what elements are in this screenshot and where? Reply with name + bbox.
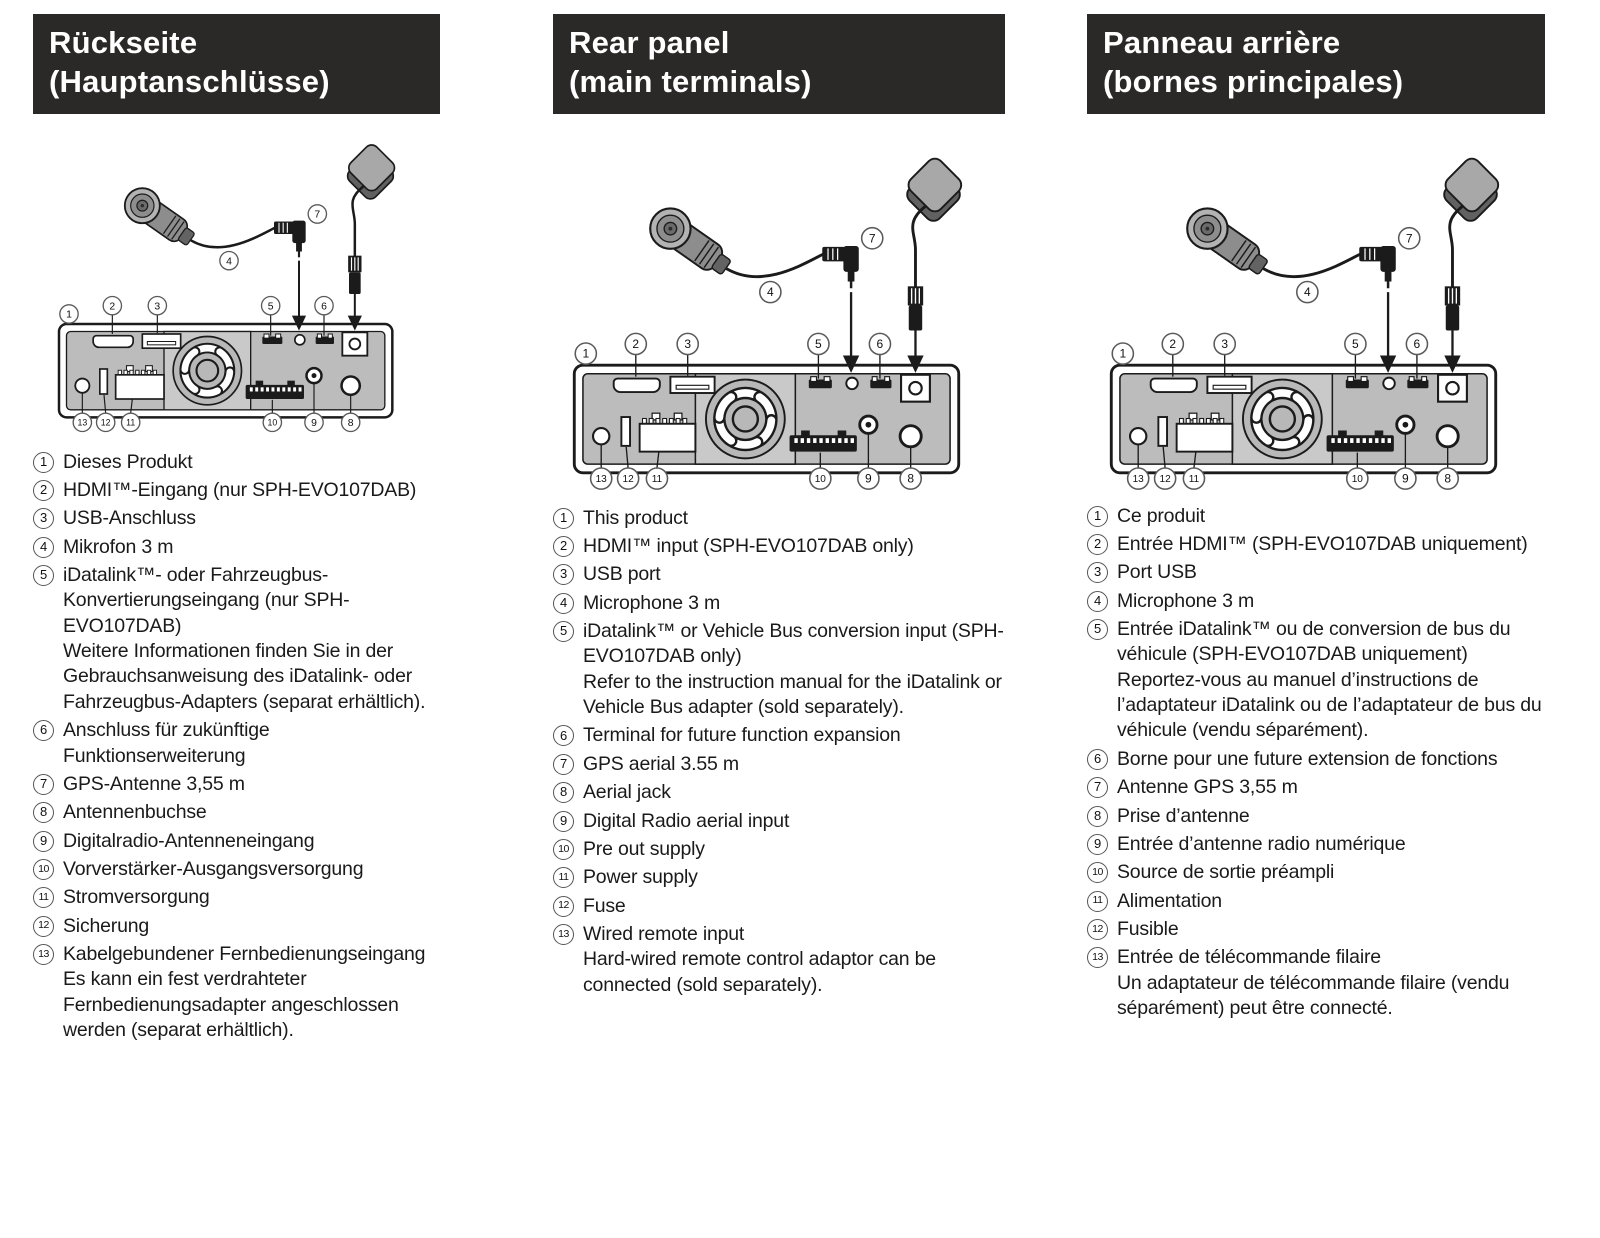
item-text: Entrée de télécommande filaire [1117, 946, 1381, 969]
item-number-badge: 8 [553, 782, 574, 803]
list-item [553, 723, 1005, 748]
rear-panel-diagram-english [553, 146, 1005, 492]
item-number-badge: 13 [1087, 947, 1108, 968]
list-item [553, 534, 1005, 559]
list-item [553, 506, 1005, 531]
item-text: Vorverstärker-Ausgangsversorgung [63, 857, 364, 880]
list-item [1087, 617, 1545, 744]
item-number-badge: 2 [553, 536, 574, 557]
list-item [553, 780, 1005, 805]
item-text: Entrée iDatalink™ ou de conversion de bus du véhicule (SPH-EVO107DAB uniquement) [1117, 618, 1511, 666]
item-text: Dieses Produkt [63, 450, 193, 473]
list-item [1087, 775, 1545, 800]
rear-panel-diagram-german [33, 134, 440, 434]
item-number-badge: 7 [33, 774, 54, 795]
item-text: This product [583, 506, 688, 529]
item-text: Entrée d’antenne radio numérique [1117, 832, 1406, 855]
item-number-badge: 6 [33, 720, 54, 741]
item-number-badge: 13 [33, 944, 54, 965]
list-item [553, 562, 1005, 587]
item-text: Wired remote input [583, 922, 745, 945]
item-text: Source de sortie préampli [1117, 861, 1335, 884]
item-text: Prise d’antenne [1117, 804, 1250, 827]
item-number-badge: 11 [553, 867, 574, 888]
item-number-badge: 4 [33, 537, 54, 558]
item-number-badge: 4 [1087, 591, 1108, 612]
terminal-list-french [1087, 504, 1545, 1022]
rear-panel-diagram-french [1087, 146, 1545, 492]
column-german [33, 14, 440, 1046]
item-number-badge: 12 [553, 896, 574, 917]
item-number-badge: 3 [33, 508, 54, 529]
list-item [33, 857, 440, 882]
item-text: Digitalradio-Antenneneingang [63, 829, 315, 852]
item-text: Pre out supply [583, 837, 705, 860]
item-text: USB-Anschluss [63, 507, 196, 530]
list-item [1087, 747, 1545, 772]
item-note: Hard-wired remote control adaptor can be connected (sold separately). [583, 948, 936, 996]
list-item [33, 772, 440, 797]
item-text: Digital Radio aerial input [583, 809, 790, 832]
list-item [553, 619, 1005, 720]
list-item [33, 914, 440, 939]
item-number-badge: 1 [33, 452, 54, 473]
item-number-badge: 9 [553, 811, 574, 832]
item-number-badge: 6 [553, 725, 574, 746]
item-number-badge: 7 [553, 754, 574, 775]
list-item [33, 506, 440, 531]
section-header-german [33, 14, 440, 114]
item-number-badge: 3 [553, 564, 574, 585]
list-item [553, 837, 1005, 862]
item-text: iDatalink™ or Vehicle Bus conversion input (SPH-EVO107DAB only) [583, 620, 1004, 668]
item-number-badge: 2 [1087, 534, 1108, 555]
item-number-badge: 5 [33, 565, 54, 586]
list-item [553, 922, 1005, 998]
list-item [33, 885, 440, 910]
item-number-badge: 3 [1087, 562, 1108, 583]
section-header-english [553, 14, 1005, 114]
item-note: Un adaptateur de télécommande filaire (vendu séparément) peut être connecté. [1117, 971, 1510, 1019]
list-item [1087, 560, 1545, 585]
column-french [1087, 14, 1545, 1024]
list-item [1087, 860, 1545, 885]
item-number-badge: 11 [33, 887, 54, 908]
item-text: Alimentation [1117, 889, 1222, 912]
section-title-line2: (bornes principales) [1103, 64, 1404, 100]
list-item [1087, 804, 1545, 829]
item-text: iDatalink™- oder Fahrzeugbus-Konvertierungseingang (nur SPH-EVO107DAB) [63, 564, 350, 637]
list-item [33, 718, 440, 769]
item-number-badge: 1 [1087, 506, 1108, 527]
item-number-badge: 9 [33, 831, 54, 852]
item-number-badge: 11 [1087, 891, 1108, 912]
item-text: Antenne GPS 3,55 m [1117, 776, 1298, 799]
list-item [1087, 832, 1545, 857]
item-text: Antennenbuchse [63, 801, 207, 824]
item-text: Aerial jack [583, 781, 671, 804]
item-number-badge: 7 [1087, 777, 1108, 798]
item-text: Sicherung [63, 914, 150, 937]
item-text: HDMI™-Eingang (nur SPH-EVO107DAB) [63, 479, 417, 502]
item-text: Anschluss für zukünftige Funktionserweiterung [63, 719, 270, 767]
item-number-badge: 8 [33, 802, 54, 823]
item-number-badge: 10 [33, 859, 54, 880]
item-text: Fuse [583, 894, 626, 917]
list-item [33, 450, 440, 475]
item-text: GPS-Antenne 3,55 m [63, 772, 245, 795]
item-number-badge: 6 [1087, 749, 1108, 770]
item-number-badge: 8 [1087, 806, 1108, 827]
item-text: USB port [583, 563, 661, 586]
terminal-list-german [33, 450, 440, 1044]
list-item [553, 865, 1005, 890]
item-note: Es kann ein fest verdrahteter Fernbedienungsadapter angeschlossen werden (separat erhältlich). [63, 968, 399, 1041]
item-note: Reportez-vous au manuel d’instructions de l’adaptateur iDatalink ou de l’adaptateur de bus du véhicule (vendu séparément). [1117, 668, 1542, 742]
list-item [33, 478, 440, 503]
item-text: Microphone 3 m [1117, 589, 1255, 612]
item-number-badge: 12 [1087, 919, 1108, 940]
list-item [553, 894, 1005, 919]
section-header-french [1087, 14, 1545, 114]
item-text: Terminal for future function expansion [583, 724, 901, 747]
list-item [33, 563, 440, 715]
item-number-badge: 10 [553, 839, 574, 860]
list-item [1087, 589, 1545, 614]
item-text: Kabelgebundener Fernbedienungseingang [63, 942, 426, 965]
item-text: Port USB [1117, 561, 1197, 584]
list-item [33, 829, 440, 854]
item-number-badge: 1 [553, 508, 574, 529]
list-item [1087, 945, 1545, 1021]
list-item [33, 535, 440, 560]
list-item [1087, 917, 1545, 942]
list-item [553, 752, 1005, 777]
item-text: HDMI™ input (SPH-EVO107DAB only) [583, 535, 914, 558]
item-text: Microphone 3 m [583, 591, 721, 614]
item-text: Power supply [583, 866, 698, 889]
item-text: Stromversorgung [63, 886, 210, 909]
list-item [33, 942, 440, 1043]
item-number-badge: 13 [553, 924, 574, 945]
item-number-badge: 12 [33, 916, 54, 937]
item-number-badge: 10 [1087, 862, 1108, 883]
item-number-badge: 2 [33, 480, 54, 501]
item-text: Mikrofon 3 m [63, 535, 174, 558]
list-item [1087, 889, 1545, 914]
list-item [1087, 532, 1545, 557]
item-number-badge: 4 [553, 593, 574, 614]
list-item [553, 591, 1005, 616]
column-english [553, 14, 1005, 1001]
item-number-badge: 5 [553, 621, 574, 642]
item-number-badge: 9 [1087, 834, 1108, 855]
terminal-list-english [553, 506, 1005, 998]
section-title-line2: (Hauptanschlüsse) [49, 64, 330, 100]
item-note: Refer to the instruction manual for the iDatalink or Vehicle Bus adapter (sold separately). [583, 670, 1002, 719]
item-text: Borne pour une future extension de fonctions [1117, 747, 1498, 770]
section-title-line2: (main terminals) [569, 64, 812, 100]
section-title-line1: Panneau arrière [1103, 25, 1341, 60]
list-item [553, 809, 1005, 834]
item-text: Entrée HDMI™ (SPH-EVO107DAB uniquement) [1117, 533, 1528, 556]
item-text: Ce produit [1117, 504, 1205, 527]
item-number-badge: 5 [1087, 619, 1108, 640]
item-text: Fusible [1117, 917, 1179, 940]
list-item [1087, 504, 1545, 529]
section-title-line1: Rear panel [569, 25, 730, 60]
list-item [33, 800, 440, 825]
item-note: Weitere Informationen finden Sie in der Gebrauchsanweisung des iDatalink- oder Fahrzeugbus-Adapters (separat erhältlich). [63, 640, 426, 713]
item-text: GPS aerial 3.55 m [583, 752, 739, 775]
section-title-line1: Rückseite [49, 25, 198, 60]
